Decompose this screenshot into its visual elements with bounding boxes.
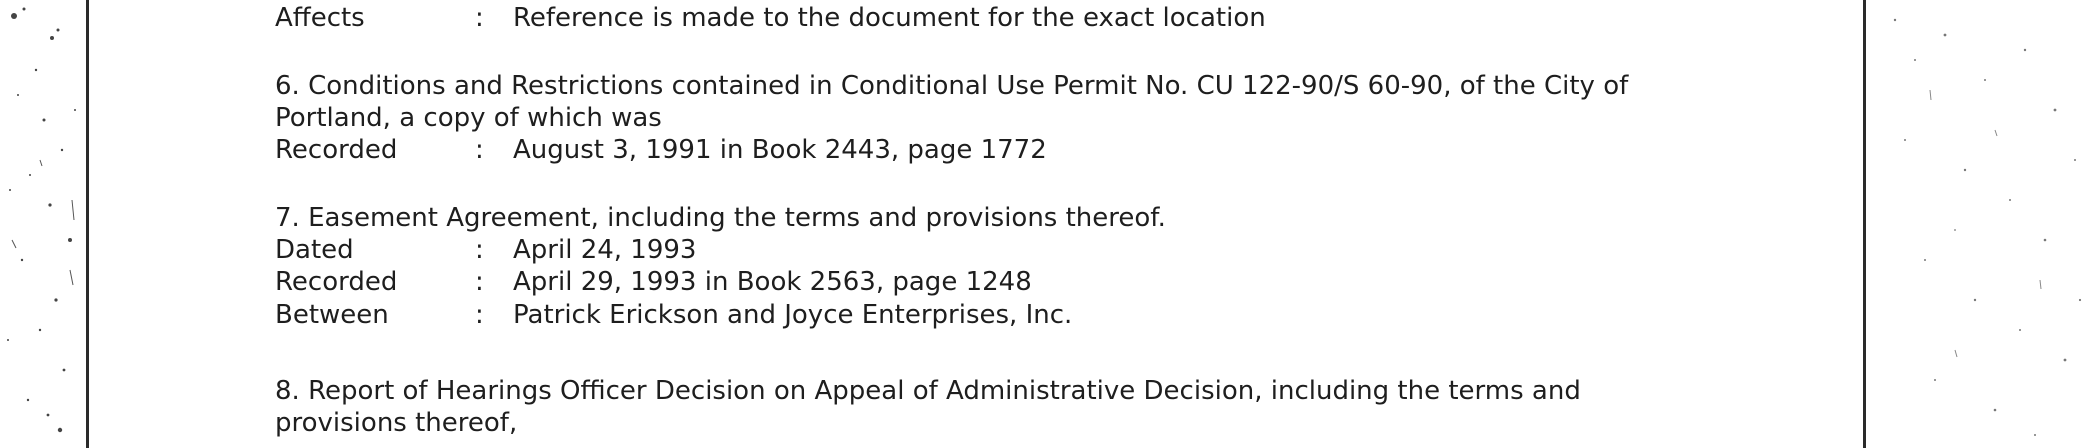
- entry-label: Between: [275, 300, 389, 330]
- item-7-heading: 7. Easement Agreement, including the terms and provisions thereof.: [275, 203, 1166, 233]
- item-6-recorded-entry: [275, 133, 1835, 167]
- entry-colon: :: [475, 3, 484, 33]
- item-6-heading-line-2: Portland, a copy of which was: [275, 103, 662, 133]
- scan-noise-left: [0, 0, 90, 448]
- scan-noise-right: [1835, 0, 2097, 448]
- entry-value: Reference is made to the document for the exact location: [513, 3, 1266, 33]
- item-8-heading-line-2: provisions thereof,: [275, 408, 518, 438]
- entry-value: April 29, 1993 in Book 2563, page 1248: [513, 267, 1032, 297]
- entry-label: Recorded: [275, 267, 398, 297]
- entry-value: Patrick Erickson and Joyce Enterprises, Inc.: [513, 300, 1073, 330]
- item-6-heading-line-1: 6. Conditions and Restrictions contained in Conditional Use Permit No. CU 122-90/S 60-90, of the City of: [275, 71, 1629, 101]
- entry-label: Affects: [275, 3, 365, 33]
- entry-label: Recorded: [275, 135, 398, 165]
- entry-value: April 24, 1993: [513, 235, 697, 265]
- item-8-heading-line-1: 8. Report of Hearings Officer Decision on Appeal of Administrative Decision, including the terms and: [275, 376, 1581, 406]
- entry-value: August 3, 1991 in Book 2443, page 1772: [513, 135, 1047, 165]
- right-margin-rule: [1863, 0, 1866, 448]
- entry-colon: :: [475, 235, 484, 265]
- left-margin-rule: [86, 0, 89, 448]
- item-7-dated-entry: [275, 233, 1835, 267]
- entry-label: Dated: [275, 235, 354, 265]
- affects-entry: [275, 1, 1835, 35]
- entry-colon: :: [475, 135, 484, 165]
- entry-colon: :: [475, 300, 484, 330]
- item-7-recorded-entry: [275, 265, 1835, 299]
- entry-colon: :: [475, 267, 484, 297]
- item-7-between-entry: [275, 298, 1835, 332]
